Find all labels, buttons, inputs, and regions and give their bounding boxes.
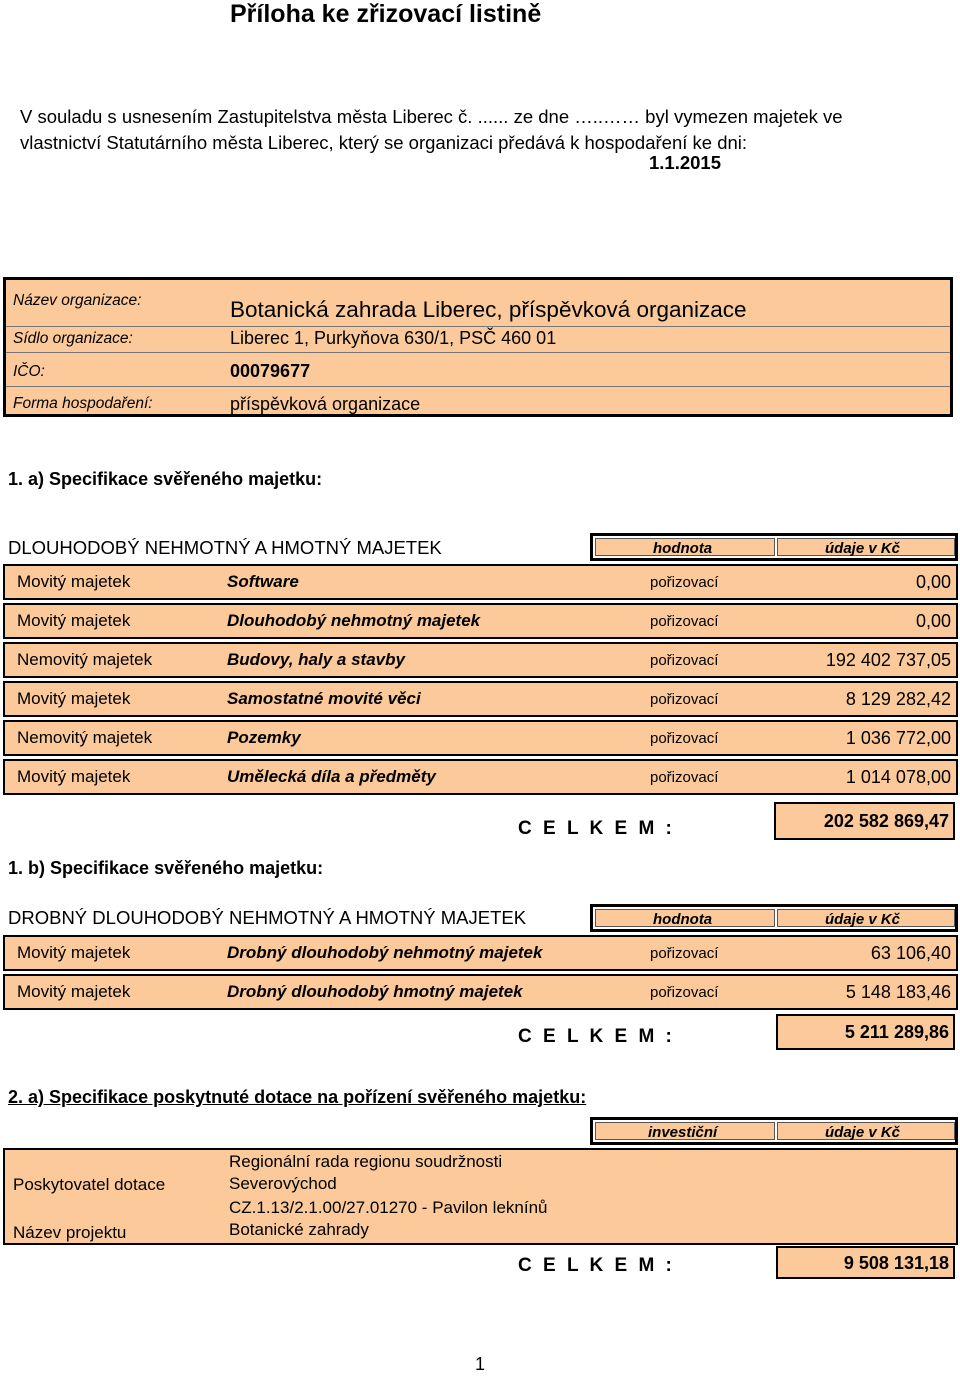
row-amount: 63 106,40 — [870, 943, 951, 963]
project-value-line-2: Botanické zahrady — [229, 1220, 369, 1239]
org-seat-value: Liberec 1, Purkyňova 630/1, PSČ 460 01 — [230, 328, 557, 348]
section-1b-heading: 1. b) Specifikace svěřeného majetku: — [8, 858, 324, 878]
table-row — [3, 759, 958, 795]
page-number: 1 — [474, 1354, 485, 1374]
row-name: Drobný dlouhodobý nehmotný majetek — [227, 943, 543, 962]
section-2a-total-label: C E L K E M : — [518, 1255, 675, 1276]
section-1b-total-label: C E L K E M : — [518, 1026, 675, 1047]
org-seat-label: Sídlo organizace: — [13, 330, 133, 347]
col-unit-header: údaje v Kč — [825, 911, 901, 928]
org-ico-value: 00079677 — [230, 361, 311, 381]
row-name: Pozemky — [227, 728, 301, 747]
row-amount: 8 129 282,42 — [845, 689, 951, 709]
row-amount: 5 148 183,46 — [845, 982, 951, 1002]
row-type: Movitý majetek — [17, 943, 131, 962]
row-kind: pořizovací — [650, 691, 719, 708]
section-1b-category: DROBNÝ DLOUHODOBÝ NEHMOTNÝ A HMOTNÝ MAJETEK — [8, 907, 527, 928]
page-title: Příloha ke zřizovací listině — [230, 0, 542, 28]
provider-label: Poskytovatel dotace — [13, 1175, 166, 1194]
section-2a-heading: 2. a) Specifikace poskytnuté dotace na pořízení svěřeného majetku: — [8, 1087, 587, 1107]
project-label: Název projektu — [13, 1223, 127, 1242]
provider-value-line-1: Regionální rada regionu soudržnosti — [229, 1152, 503, 1171]
row-kind: pořizovací — [650, 574, 719, 591]
row-name: Software — [227, 572, 299, 591]
row-type: Nemovitý majetek — [17, 728, 153, 747]
table-row — [3, 935, 958, 971]
row-kind: pořizovací — [650, 945, 719, 962]
col-unit-header: údaje v Kč — [825, 540, 901, 557]
row-type: Nemovitý majetek — [17, 650, 153, 669]
org-ico-row — [6, 352, 950, 387]
row-kind: pořizovací — [650, 769, 719, 786]
row-amount: 0,00 — [915, 572, 951, 592]
row-name: Samostatné movité věci — [227, 689, 421, 708]
col-investment-header: investiční — [648, 1124, 718, 1141]
section-1a-heading: 1. a) Specifikace svěřeného majetku: — [8, 469, 323, 489]
intro-line-1: V souladu s usnesením Zastupitelstva města Liberec č. ...... ze dne …..…… byl vymezen majetek ve — [20, 106, 843, 127]
section-2a-column-header — [590, 1117, 958, 1145]
row-type: Movitý majetek — [17, 611, 131, 630]
provider-value-line-2: Severovýchod — [229, 1174, 337, 1193]
row-name: Budovy, haly a stavby — [227, 650, 405, 669]
org-form-row — [6, 386, 950, 414]
org-form-value: příspěvková organizace — [230, 394, 421, 414]
row-amount: 192 402 737,05 — [825, 650, 951, 670]
section-1a-total-label: C E L K E M : — [518, 818, 675, 839]
row-type: Movitý majetek — [17, 689, 131, 708]
row-type: Movitý majetek — [17, 572, 131, 591]
table-row — [3, 974, 958, 1010]
table-row — [3, 603, 958, 639]
intro-text — [20, 104, 950, 156]
row-kind: pořizovací — [650, 984, 719, 1001]
col-value-header: hodnota — [653, 911, 713, 928]
intro-line-2: vlastnictví Statutárního města Liberec, který se organizaci předává k hospodaření ke dni: — [20, 132, 748, 153]
org-seat-row — [6, 326, 950, 353]
row-type: Movitý majetek — [17, 982, 131, 1001]
row-kind: pořizovací — [650, 613, 719, 630]
section-1a-total — [774, 802, 955, 840]
row-name: Umělecká díla a předměty — [227, 767, 436, 786]
organization-info-box — [3, 277, 953, 417]
table-row — [3, 681, 958, 717]
section-1a-category: DLOUHODOBÝ NEHMOTNÝ A HMOTNÝ MAJETEK — [8, 537, 442, 558]
row-name: Drobný dlouhodobý hmotný majetek — [227, 982, 523, 1001]
row-kind: pořizovací — [650, 730, 719, 747]
org-name-label: Název organizace: — [13, 292, 142, 309]
row-type: Movitý majetek — [17, 767, 131, 786]
org-form-label: Forma hospodaření: — [13, 395, 153, 412]
section-1b-total — [776, 1014, 955, 1050]
col-unit-header: údaje v Kč — [825, 1124, 901, 1141]
project-value-line-1: CZ.1.13/2.1.00/27.01270 - Pavilon leknínů — [229, 1198, 548, 1217]
subsidy-details — [3, 1148, 958, 1245]
row-amount: 0,00 — [915, 611, 951, 631]
row-name: Dlouhodobý nehmotný majetek — [227, 611, 481, 630]
section-1b-column-header — [590, 904, 958, 932]
section-2a-total-value: 9 508 131,18 — [843, 1253, 949, 1273]
section-1a-column-header — [590, 533, 958, 561]
row-amount: 1 014 078,00 — [845, 767, 951, 787]
org-ico-label: IČO: — [13, 363, 45, 380]
handover-date: 1.1.2015 — [648, 152, 721, 173]
row-amount: 1 036 772,00 — [845, 728, 951, 748]
section-1a-total-value: 202 582 869,47 — [823, 811, 949, 831]
org-name-row — [6, 280, 950, 327]
section-2a-total — [776, 1246, 955, 1279]
table-row — [3, 564, 958, 600]
col-value-header: hodnota — [653, 540, 713, 557]
table-row — [3, 642, 958, 678]
table-row — [3, 720, 958, 756]
row-kind: pořizovací — [650, 652, 719, 669]
section-1b-total-value: 5 211 289,86 — [844, 1022, 949, 1042]
org-name-value: Botanická zahrada Liberec, příspěvková organizace — [230, 297, 747, 322]
